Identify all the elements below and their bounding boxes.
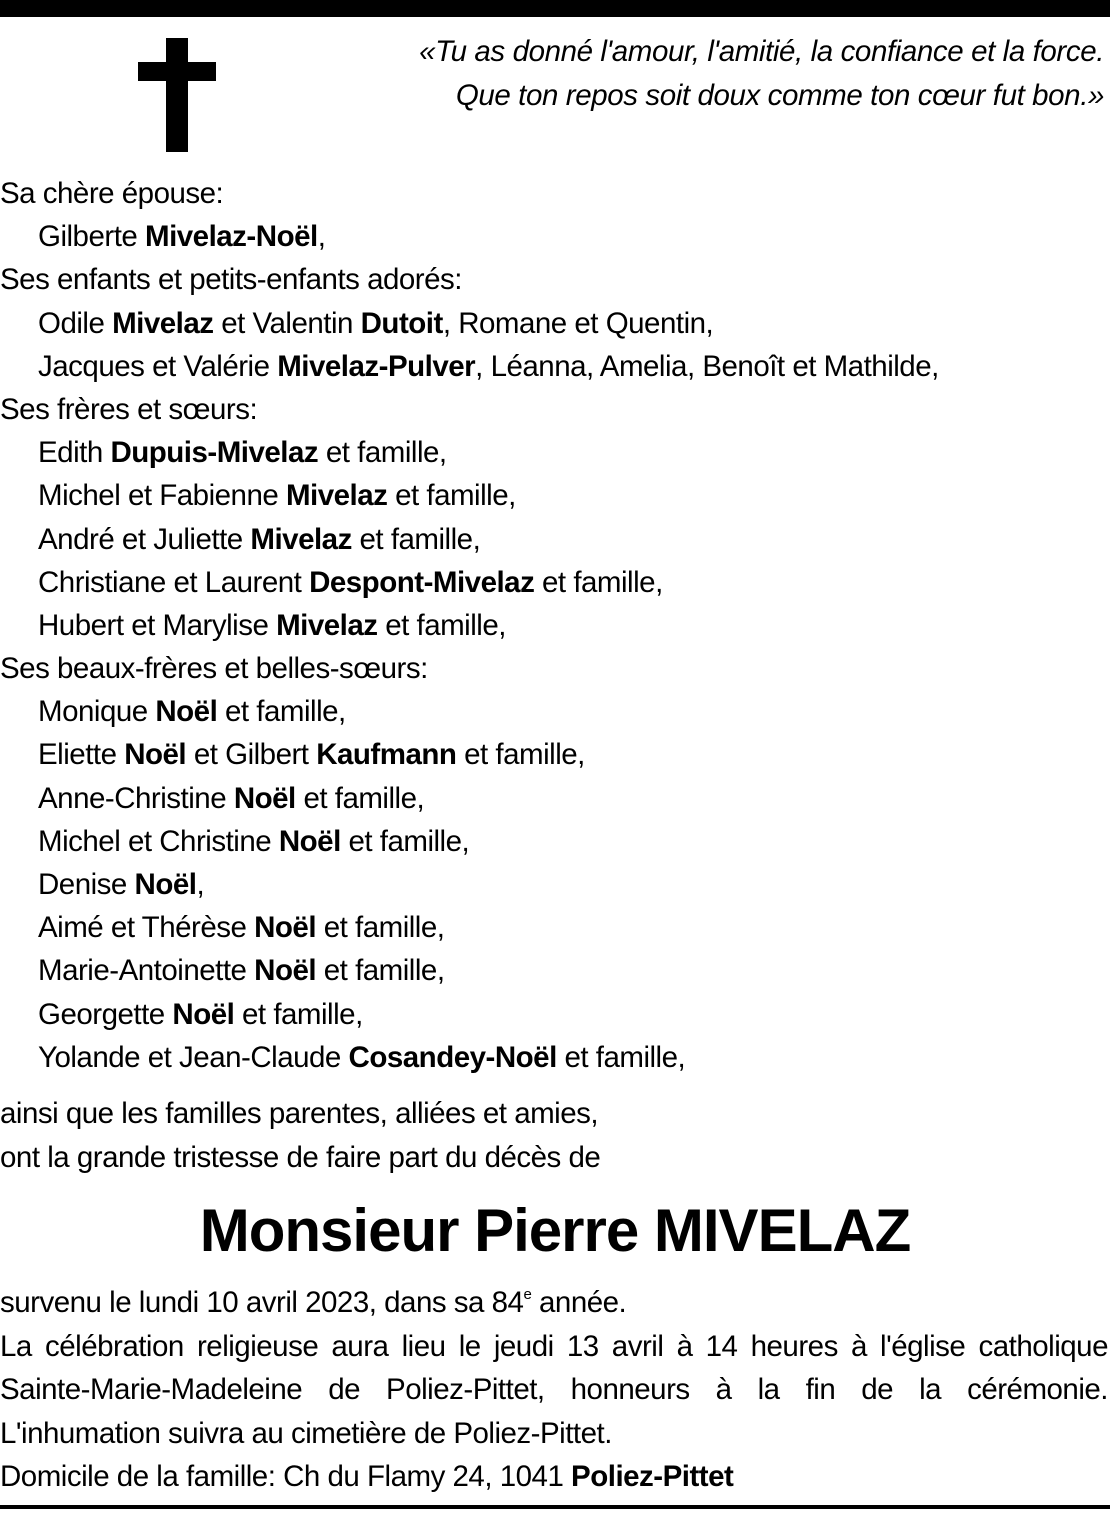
family-text: Hubert et Marylise: [38, 608, 277, 642]
family-surname: Mivelaz: [112, 306, 214, 340]
closing-line-1: ainsi que les familles parentes, alliées et amies,: [0, 1097, 599, 1130]
family-text: et famille,: [295, 781, 425, 815]
bottom-rule: [0, 1505, 1110, 1509]
family-surname: Noël: [254, 911, 317, 945]
family-text: ,: [196, 868, 205, 901]
family-text: Ses frères et sœurs:: [0, 392, 258, 426]
family-text: et famille,: [456, 738, 585, 772]
family-group-heading: [0, 388, 1108, 431]
family-text: ,: [317, 220, 326, 254]
family-surname: Kaufmann: [316, 738, 457, 772]
family-member-line: [0, 518, 1108, 561]
family-surname: Noël: [124, 738, 187, 772]
domicile-line: [0, 1455, 1108, 1499]
family-text: et famille,: [377, 608, 506, 642]
family-surname: Dutoit: [360, 306, 443, 340]
family-surname: Noël: [233, 781, 296, 815]
family-text: Christiane et Laurent: [38, 565, 310, 599]
family-surname: Noël: [155, 695, 218, 729]
family-text: Yolande et Jean-Claude: [38, 1040, 349, 1074]
family-list: [0, 172, 1108, 1079]
family-member-line: [0, 345, 1108, 388]
family-group-heading: [0, 258, 1108, 301]
family-surname: Noël: [278, 824, 341, 858]
death-date-text: survenu le lundi 10 avril 2023, dans sa 84: [0, 1286, 524, 1319]
family-text: Michel et Christine: [38, 824, 279, 858]
family-text: et famille,: [217, 695, 346, 729]
family-member-line: [0, 561, 1108, 604]
domicile-place: Poliez-Pittet: [571, 1460, 734, 1494]
quote-line-2: Que ton repos soit doux comme ton cœur fut bon.»: [455, 79, 1104, 112]
family-text: , Romane et Quentin,: [442, 306, 714, 340]
family-text: Aimé et Thérèse: [38, 911, 255, 945]
family-text: et Gilbert: [186, 738, 317, 772]
burial-line: L'inhumation suivra au cimetière de Poliez-Pittet.: [0, 1416, 612, 1450]
family-member-line: [0, 733, 1108, 776]
family-text: Sa chère épouse:: [0, 177, 224, 210]
family-text: et famille,: [316, 911, 445, 945]
family-text: et famille,: [534, 565, 663, 599]
family-text: et famille,: [316, 954, 445, 988]
closing-text: [0, 1092, 1108, 1179]
family-text: et famille,: [351, 522, 481, 556]
deceased-name: Monsieur Pierre MIVELAZ: [199, 1197, 911, 1264]
family-member-line: [0, 906, 1108, 949]
cross-icon: [138, 38, 216, 152]
family-surname: Mivelaz: [276, 608, 378, 642]
quote-line-1: «Tu as donné l'amour, l'amitié, la confiance et la force.: [419, 35, 1104, 68]
family-surname: Noël: [172, 997, 235, 1031]
family-member-line: [0, 949, 1108, 992]
family-text: Marie-Antoinette: [38, 954, 255, 988]
family-member-line: [0, 820, 1108, 863]
family-member-line: [0, 215, 1108, 258]
family-member-line: [0, 302, 1108, 345]
family-surname: Despont-Mivelaz: [309, 565, 535, 599]
family-text: , Léanna, Amelia, Benoît et Mathilde,: [475, 349, 939, 383]
family-text: et famille,: [234, 997, 363, 1031]
family-member-line: [0, 863, 1108, 906]
family-member-line: [0, 690, 1108, 733]
family-member-line: [0, 777, 1108, 820]
family-surname: Dupuis-Mivelaz: [110, 436, 319, 470]
family-surname: Mivelaz-Noël: [145, 220, 318, 254]
family-text: Georgette: [38, 997, 173, 1031]
family-text: et famille,: [556, 1040, 686, 1074]
family-surname: Noël: [254, 954, 317, 988]
death-details: [0, 1281, 1108, 1499]
family-text: et famille,: [387, 479, 516, 513]
family-text: et famille,: [318, 436, 447, 470]
family-text: et famille,: [340, 824, 470, 858]
family-text: Ses beaux-frères et belles-sœurs:: [0, 652, 428, 686]
family-member-line: [0, 604, 1108, 647]
family-text: Odile: [38, 306, 113, 340]
family-surname: Mivelaz: [250, 522, 352, 556]
family-text: et Valentin: [213, 306, 361, 340]
family-text: Michel et Fabienne: [38, 479, 286, 513]
epitaph-quote: [344, 30, 1104, 118]
family-member-line: [0, 431, 1108, 474]
family-surname: Cosandey-Noël: [348, 1040, 557, 1074]
family-text: Denise: [38, 868, 135, 901]
family-group-heading: [0, 172, 1108, 215]
death-date-end: année.: [531, 1286, 627, 1319]
ordinal-suffix: e: [523, 1286, 532, 1303]
family-text: Ses enfants et petits-enfants adorés:: [0, 263, 462, 297]
family-text: Monique: [38, 695, 156, 729]
family-text: Edith: [38, 436, 111, 470]
ceremony-line-1: La célébration religieuse aura lieu le jeudi 13 avril à 14 heures à l'église catholique: [0, 1329, 1108, 1363]
family-text: Anne-Christine: [38, 781, 234, 815]
family-surname: Mivelaz-Pulver: [277, 349, 476, 383]
family-member-line: [0, 474, 1108, 517]
family-surname: Mivelaz: [285, 479, 388, 513]
ceremony-line-2: Sainte-Marie-Madeleine de Poliez-Pittet, honneurs à la fin de la cérémonie.: [0, 1373, 1108, 1407]
closing-line-2: ont la grande tristesse de faire part du décès de: [0, 1140, 601, 1174]
family-surname: Noël: [134, 868, 197, 901]
family-text: Eliette: [38, 738, 125, 772]
top-rule: [0, 0, 1110, 17]
family-text: André et Juliette: [38, 522, 251, 556]
family-member-line: [0, 1036, 1108, 1079]
family-text: Gilberte: [38, 220, 145, 254]
domicile-text: Domicile de la famille: Ch du Flamy 24, 1041: [0, 1460, 572, 1494]
family-member-line: [0, 993, 1108, 1036]
family-group-heading: [0, 647, 1108, 690]
death-date-line: [0, 1281, 1108, 1325]
family-text: Jacques et Valérie: [38, 349, 278, 383]
